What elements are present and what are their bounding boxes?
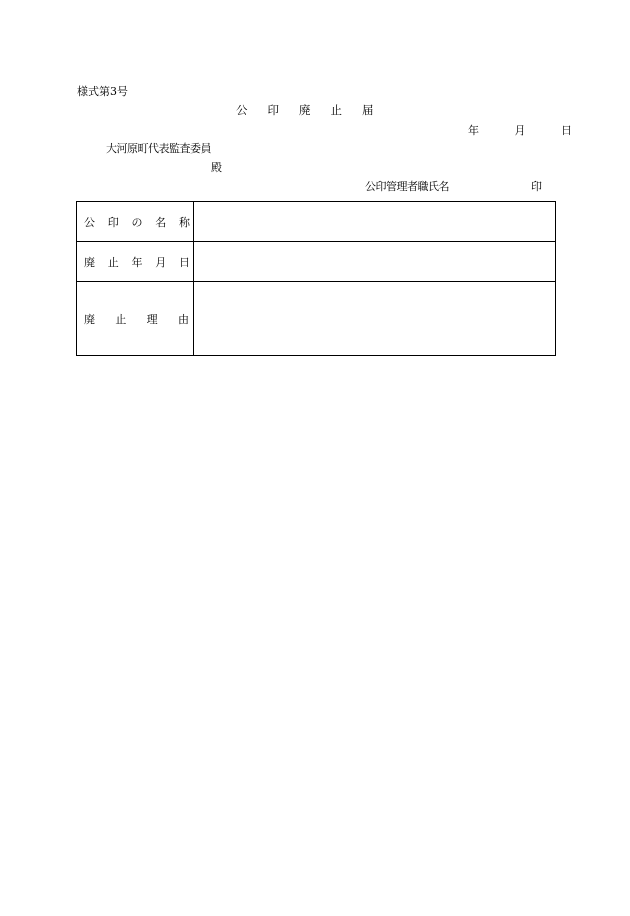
abolition-date-field[interactable] xyxy=(194,242,556,282)
form-table xyxy=(76,201,556,356)
seal-name-label: 公印の名称 xyxy=(77,202,194,242)
addressee: 大河原町代表監査委員 xyxy=(106,142,211,155)
abolition-reason-label: 廃止理由 xyxy=(77,282,194,356)
year-label: 年 xyxy=(468,124,479,137)
day-label: 日 xyxy=(561,124,572,137)
abolition-reason-field[interactable] xyxy=(194,282,556,356)
date-line xyxy=(468,124,590,138)
applicant-label: 公印管理者職氏名 xyxy=(365,180,449,193)
seal-mark: 印 xyxy=(531,180,542,193)
seal-name-field[interactable] xyxy=(194,202,556,242)
table-row xyxy=(77,202,556,242)
form-number: 様式第3号 xyxy=(77,85,128,98)
abolition-date-label: 廃止年月日 xyxy=(77,242,194,282)
honorific: 殿 xyxy=(211,161,222,174)
table-row xyxy=(77,242,556,282)
month-label: 月 xyxy=(514,124,526,137)
document-title: 公印廃止届 xyxy=(236,103,394,117)
table-row xyxy=(77,282,556,356)
